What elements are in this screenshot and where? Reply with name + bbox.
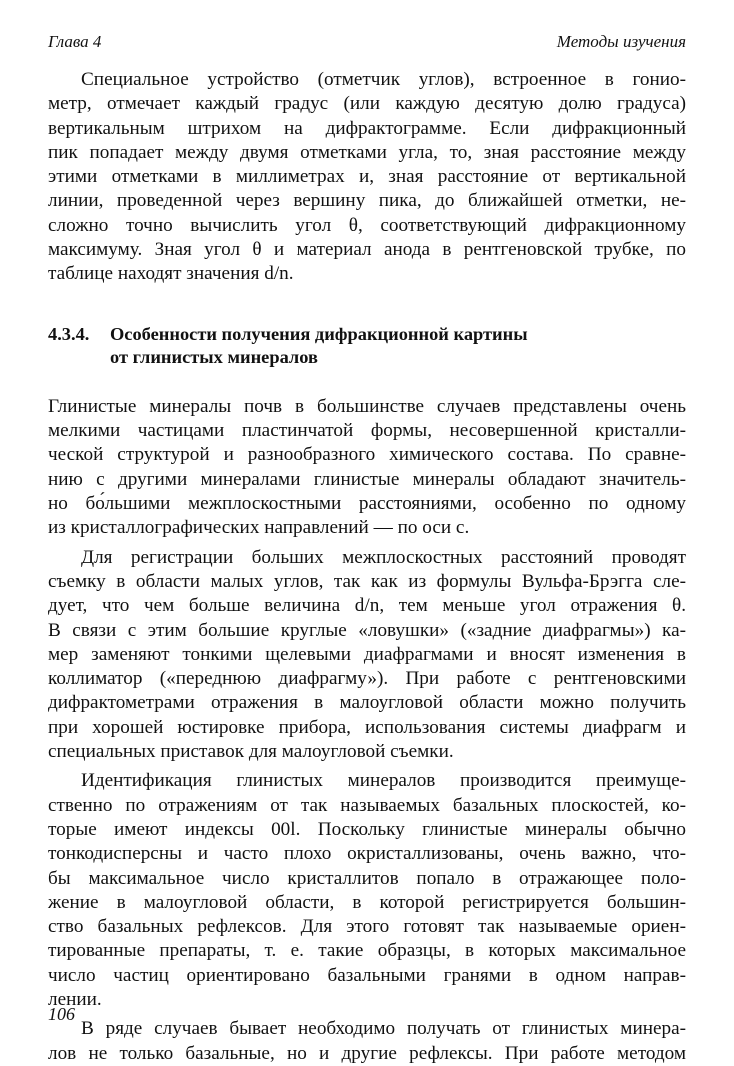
text-line: вертикальным штрихом на дифрактограмме. Если дифракционный — [48, 117, 686, 139]
section-heading — [48, 323, 686, 370]
text-line: при хорошей юстировке прибора, использования системы диафрагм и — [48, 716, 686, 738]
text-line: тонкодисперсны и часто плохо окристаллизованы, очень важно, что- — [48, 843, 686, 865]
text-line: этими отметками в миллиметрах и, зная расстояние от вертикальной — [48, 166, 686, 188]
text-line: тированные препараты, т. е. такие образцы, в которых максимальное — [48, 940, 686, 962]
text-line: число частиц ориентировано базальными гранями в одном направ- — [48, 964, 686, 986]
text-line: таблице находят значения d/n. — [48, 263, 294, 285]
section-running-title: Методы изучения — [556, 32, 686, 51]
text-line: съемку в области малых углов, так как из формулы Вульфа-Брэгга сле- — [48, 570, 686, 592]
text-line: но бо́льшими межплоскостными расстояниями, особенно по одному — [48, 493, 686, 515]
text-line: дифрактометрами отражения в малоугловой области можно получить — [48, 692, 686, 714]
section-number: 4.3.4. — [48, 323, 90, 344]
text-line: Идентификация глинистых минералов производится преимуще- — [81, 770, 686, 792]
text-line: дует, что чем больше величина d/n, тем меньше угол отражения θ. — [48, 595, 686, 617]
text-line: максимуму. Зная угол θ и материал анода в рентгеновской трубке, по — [48, 239, 686, 261]
text-line: В ряде случаев бывает необходимо получать от глинистых минера- — [81, 1018, 686, 1040]
text-line: жение в малоугловой области, в которой регистрируется большин- — [48, 891, 686, 913]
text-line: коллиматор («переднюю диафрагму»). При работе с рентгеновскими — [48, 668, 686, 690]
text-line: линии, проведенной через вершину пика, до ближайшей отметки, не- — [48, 190, 686, 212]
text-line: мер заменяют тонкими щелевыми диафрагмами и вносят изменения в — [48, 643, 686, 665]
page — [48, 30, 686, 1066]
text-line: пик попадает между двумя отметками угла, то, зная расстояние между — [48, 141, 686, 163]
paragraph-goniometer — [48, 68, 686, 287]
text-line: Для регистрации больших межплоскостных расстояний проводят — [81, 546, 686, 568]
text-line: сложно точно вычислить угол θ, соответствующий дифракционному — [48, 214, 686, 236]
text-line: ственно по отражениям от так называемых базальных плоскостей, ко- — [48, 794, 686, 816]
paragraph-clay-minerals — [48, 395, 686, 541]
text-line: метр, отмечает каждый градус (или каждую десятую долю градуса) — [48, 93, 686, 115]
text-line: специальных приставок для малоугловой съемки. — [48, 741, 454, 763]
page-number: 106 — [48, 1004, 75, 1024]
section-title-line2: от глинистых минералов — [110, 347, 318, 368]
text-line: лении. — [48, 988, 102, 1010]
paragraph-small-angle — [48, 546, 686, 765]
paragraph-other-reflexes — [48, 1017, 686, 1066]
text-line: из кристаллографических направлений — по оси c. — [48, 517, 470, 539]
text-line: Специальное устройство (отметчик углов), встроенное в гонио- — [81, 69, 686, 90]
text-line: ство базальных рефлексов. Для этого готовят так называемые ориен- — [48, 916, 686, 938]
text-line: лов не только базальные, но и другие рефлексы. При работе методом — [48, 1042, 686, 1064]
text-line: торые имеют индексы 00l. Поскольку глинистые минералы обычно — [48, 818, 686, 840]
section-title-line1: Особенности получения дифракционной картины — [110, 323, 528, 344]
chapter-label: Глава 4 — [48, 32, 102, 51]
text-line: Глинистые минералы почв в большинстве случаев представлены очень — [48, 395, 686, 417]
text-line: бы максимальное число кристаллитов попало в отражающее поло- — [48, 867, 686, 889]
text-line: ческой структурой и разнообразного химического состава. По сравне- — [48, 444, 686, 466]
text-line: нию с другими минералами глинистые минералы обладают значитель- — [48, 468, 686, 490]
paragraph-identification — [48, 769, 686, 1012]
running-header — [48, 30, 686, 54]
text-line: В связи с этим большие круглые «ловушки» («задние диафрагмы») ка- — [48, 619, 686, 641]
text-line: мелкими частицами пластинчатой формы, несовершенной кристалли- — [48, 420, 686, 442]
